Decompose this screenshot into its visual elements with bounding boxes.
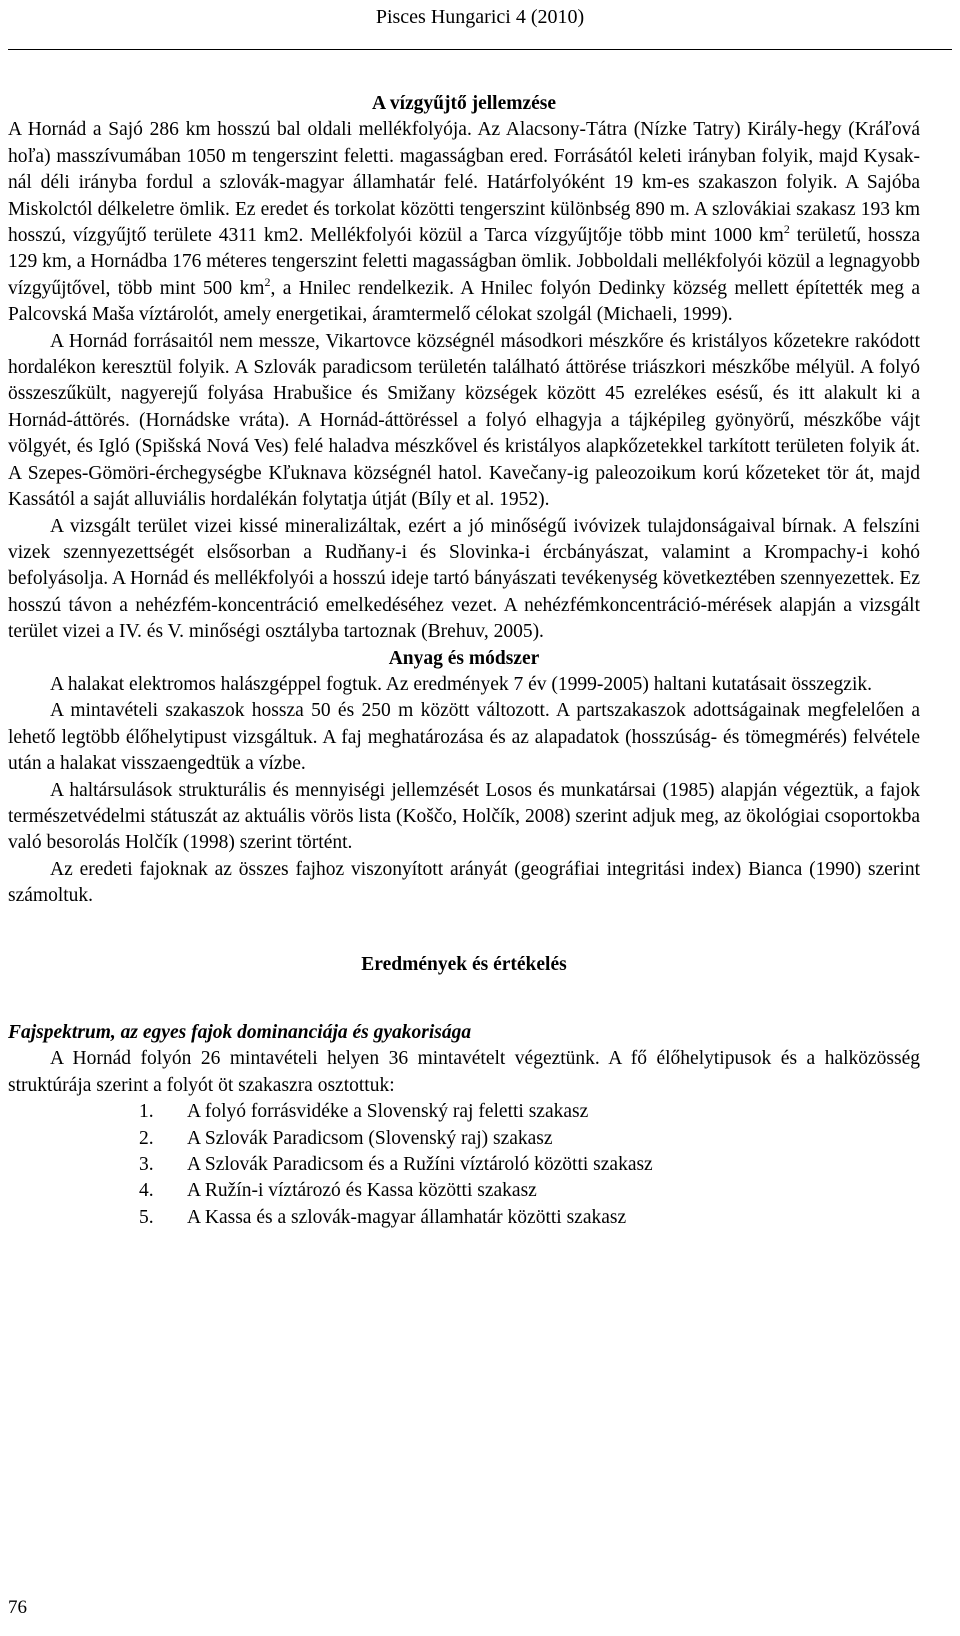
paragraph-watershed-2: A Hornád forrásaitól nem messze, Vikartovce községnél másodkori mészkőre és kristályos kőzetekre rakódott hordalékon keresztül folyik. A Szlovák paradicsom területén található áttörése triászkori mészkőbe mélyül. A folyó összeszűkült, nagyerejű folyása Hrabušice és Smižany községek között 45 ezrelékes esésű, és itt alakult ki a Hornád-áttörés. (Hornádske vráta). A Hornád-áttöréssel a folyó elhagyja a tájképileg gyönyörű, mészkőbe vájt völgyét, és Igló (Spišská Nová Ves) felé haladva mészkővel és kristályos alapkőzetekkel tarkított területen folyik át. A Szepes-Gömöri-érchegységbe Kľuknava községnél hatol. Kavečany-ig paleozoikum korú kőzeteket tör át, majd Kassától a saját alluviális hordalékán folytatja útját (Bíly et al. 1952). <box>8 330 920 511</box>
page-number: 76 <box>8 1597 27 1618</box>
section-title-watershed: A vízgyűjtő jellemzése <box>371 93 557 114</box>
superscript: 2 <box>783 222 790 237</box>
superscript: 2 <box>264 274 271 289</box>
river-sections-list <box>8 1099 920 1231</box>
list-item <box>8 1178 920 1204</box>
list-item-text: A Kassa és a szlovák-magyar államhatár közötti szakasz <box>187 1206 627 1228</box>
paragraph-methods-3: A haltársulások strukturális és mennyiségi jellemzését Losos és munkatársai (1985) alapján végeztük, a fajok természetvédelmi státuszát az aktuális vörös lista (Koščo, Holčík, 2008) szerint adjuk meg, az ökológiai csoportokba való besorolás Holčík (1998) szerint történt. <box>8 779 920 854</box>
section-title-results: Eredmények és értékelés <box>361 953 567 975</box>
paragraph-methods-1: A halakat elektromos halászgéppel fogtuk. Az eredmények 7 év (1999-2005) haltani kutatásait összegzik. <box>50 673 872 695</box>
section-title-methods: Anyag és módszer <box>388 647 540 669</box>
list-item-text: A folyó forrásvidéke a Slovenský raj feletti szakasz <box>187 1101 589 1123</box>
paragraph-results-1: A Hornád folyón 26 mintavételi helyen 36 mintavételt végeztünk. A fő élőhelytipusok és a halközösség struktúrája szerint a folyót öt szakaszra osztottuk: <box>8 1048 920 1096</box>
article-body <box>8 91 920 1231</box>
list-item-number: 1. <box>139 1101 154 1123</box>
paragraph-text: A Hornád a Sajó 286 km hosszú bal oldali mellékfolyója. Az Alacsony-Tátra (Nízke Tatry) Király-hegy (Kráľová hoľa) masszívumában 1050 m tengerszint feletti. magasságban ered. Forrásától keleti irányban folyik, majd Kysak-nál déli irányba fordul a szlovák-magyar államhatár felé. Határfolyóként 19 km-es szakaszon folyik. A Sajóba Miskolctól délkeletre ömlik. Ez eredet és torkolat közötti tengerszint különbség 890 m. A szlovákiai szakasz 193 km hosszú, vízgyűjtő területe 4311 km2. Mellékfolyói közül a Tarca vízgyűjtője több mint 1000 km <box>8 119 920 247</box>
list-item-text: A Szlovák Paradicsom (Slovenský raj) szakasz <box>187 1127 553 1149</box>
paragraph-text: területű, hossza 129 km, a Hornádba 176 méteres tengerszint feletti magasságban ömlik. Jobboldali mellékfolyói közül a legnagyobb vízgyűjtővel, több mint 500 km <box>8 225 921 299</box>
list-item-number: 4. <box>139 1180 154 1202</box>
list-item-text: A Ružín-i víztározó és Kassa közötti szakasz <box>187 1180 537 1202</box>
subsection-title: Fajspektrum, az egyes fajok dominanciája és gyakorisága <box>8 1022 472 1043</box>
list-item <box>8 1152 920 1178</box>
list-item <box>8 1126 920 1152</box>
list-item <box>8 1099 920 1125</box>
list-item <box>8 1205 920 1231</box>
spacer <box>8 910 920 952</box>
running-head: Pisces Hungarici 4 (2010) <box>375 6 585 28</box>
paragraph-methods-4: Az eredeti fajoknak az összes fajhoz viszonyított arányát (geográfiai integritási index) Bianca (1990) szerint számoltuk. <box>8 858 920 907</box>
paragraph-text: , a Hnilec rendelkezik. A Hnilec folyón Dedinky község mellett építették meg a Palcovská Maša víztárolót, amely energetikai, áramtermelő célokat szolgál (Michaeli, 1999). <box>8 277 920 326</box>
list-item-number: 2. <box>139 1127 154 1149</box>
header-rule <box>8 49 952 50</box>
spacer <box>8 978 920 1020</box>
paragraph-watershed-1 <box>8 117 920 328</box>
list-item-number: 3. <box>139 1154 154 1176</box>
list-item-text: A Szlovák Paradicsom és a Ružíni víztároló közötti szakasz <box>187 1154 653 1176</box>
list-item-number: 5. <box>139 1206 154 1228</box>
paragraph-methods-2: A mintavételi szakaszok hossza 50 és 250 m között változott. A partszakaszok adottságainak megfelelően a lehető legtöbb élőhelytipust vizsgáltuk. A faj meghatározása és az alapadatok (hosszúság- és tömegmérés) felvétele után a halakat visszaengedtük a vízbe. <box>8 700 920 775</box>
paragraph-watershed-3: A vizsgált terület vizei kissé mineralizáltak, ezért a jó minőségű ivóvizek tulajdonságaival bírnak. A felszíni vizek szennyezettségét elsősorban a Rudňany-i és Slovinka-i ércbányászat, valamint a Krompachy-i kohó befolyásolja. A Hornád és mellékfolyói a hosszú ideje tartó bányászati tevékenység következtében szennyezettek. Ez hosszú távon a nehézfém-koncentráció emelkedéséhez vezet. A nehézfémkoncentráció-mérések alapján a vizsgált terület vizei a IV. és V. minőségi osztályba tartoznak (Brehuv, 2005). <box>8 515 920 643</box>
